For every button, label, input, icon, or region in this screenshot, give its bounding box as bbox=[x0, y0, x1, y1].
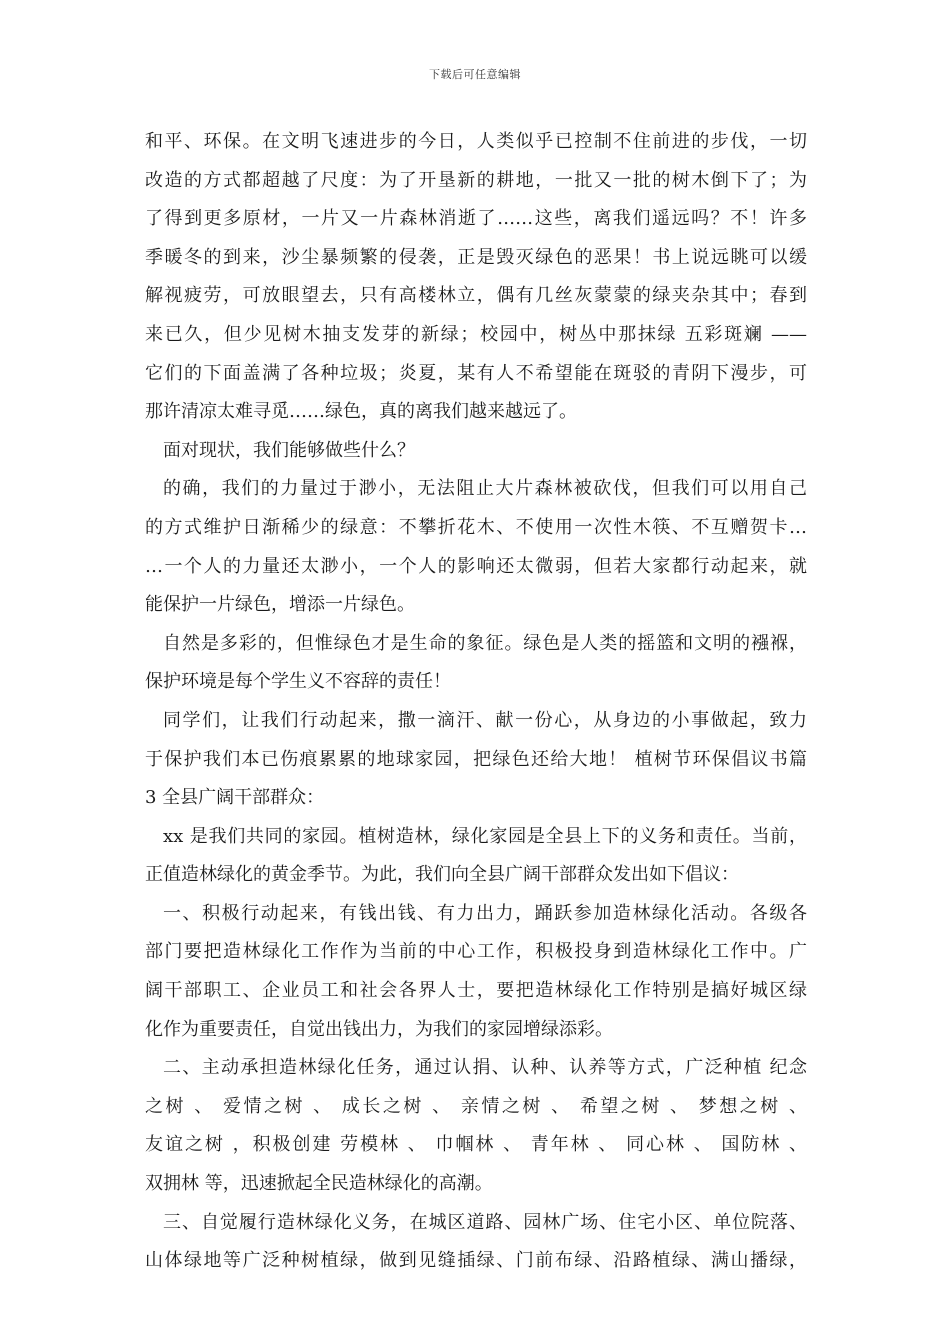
text-line: …一个人的力量还太渺小，一个人的影响还太微弱，但若大家都行动起来，就 bbox=[145, 555, 807, 577]
page-header: 下载后可任意编辑 bbox=[429, 68, 521, 81]
text-line: 保护环境是每个学生义不容辞的责任！ bbox=[145, 671, 451, 693]
text-line: 解视疲劳，可放眼望去，只有高楼林立，偶有几丝灰蒙蒙的绿夹杂其中；春到 bbox=[145, 285, 807, 307]
text-line: 山体绿地等广泛种树植绿，做到见缝插绿、门前布绿、沿路植绿、满山播绿， bbox=[145, 1250, 807, 1272]
text-line: 化作为重要责任，自觉出钱出力，为我们的家园增绿添彩。 bbox=[145, 1018, 613, 1040]
text-line: 一、积极行动起来，有钱出钱、有力出力，踊跃参加造林绿化活动。各级各 bbox=[163, 902, 807, 924]
document-body bbox=[145, 123, 807, 1281]
text-line: 和平、环保。在文明飞速进步的今日，人类似乎已控制不住前进的步伐，一切 bbox=[145, 131, 807, 152]
text-line: 来已久，但少见树木抽支发芽的新绿；校园中，树丛中那抹绿 五彩斑斓 —— bbox=[145, 323, 807, 345]
text-line: 三、自觉履行造林绿化义务，在城区道路、园林广场、住宅小区、单位院落、 bbox=[163, 1211, 807, 1233]
text-line: xx 是我们共同的家园。植树造林，绿化家园是全县上下的义务和责任。当前， bbox=[163, 825, 807, 847]
text-line: 部门要把造林绿化工作作为当前的中心工作，积极投身到造林绿化工作中。广 bbox=[145, 941, 807, 963]
text-line: 面对现状，我们能够做些什么？ bbox=[163, 439, 415, 461]
text-line: 正值造林绿化的黄金季节。为此，我们向全县广阔干部群众发出如下倡议： bbox=[145, 864, 739, 886]
text-line: 二、主动承担造林绿化任务，通过认捐、认种、认养等方式，广泛种植 纪念 bbox=[163, 1057, 807, 1079]
text-line: 阔干部职工、企业员工和社会各界人士，要把造林绿化工作特别是搞好城区绿 bbox=[145, 980, 807, 1002]
text-line: 自然是多彩的，但惟绿色才是生命的象征。绿色是人类的摇篮和文明的襁褓， bbox=[163, 632, 807, 654]
text-line: 双拥林 等，迅速掀起全民造林绿化的高潮。 bbox=[145, 1173, 493, 1195]
text-line: 友谊之树 ，积极创建 劳模林 、 巾帼林 、 青年林 、 同心林 、 国防林 、 bbox=[145, 1134, 807, 1156]
text-line: 能保护一片绿色，增添一片绿色。 bbox=[145, 594, 415, 616]
text-line: 3 全县广阔干部群众： bbox=[145, 787, 325, 809]
text-line: 同学们，让我们行动起来，撒一滴汗、献一份心，从身边的小事做起，致力 bbox=[163, 709, 807, 731]
text-line: 了得到更多原材，一片又一片森林消逝了……这些，离我们遥远吗？不！许多 bbox=[145, 208, 807, 230]
text-line: 改造的方式都超越了尺度：为了开垦新的耕地，一批又一批的树木倒下了；为 bbox=[145, 169, 807, 191]
text-line: 它们的下面盖满了各种垃圾；炎夏，某有人不希望能在斑驳的青阴下漫步，可 bbox=[145, 362, 807, 384]
text-line: 的确，我们的力量过于渺小，无法阻止大片森林被砍伐，但我们可以用自己 bbox=[163, 478, 807, 500]
text-line: 于保护我们本已伤痕累累的地球家园，把绿色还给大地！ 植树节环保倡议书篇 bbox=[145, 748, 807, 770]
text-line: 的方式维护日渐稀少的绿意：不攀折花木、不使用一次性木筷、不互赠贺卡… bbox=[145, 516, 807, 538]
text-line: 那许清凉太难寻觅……绿色，真的离我们越来越远了。 bbox=[145, 401, 577, 423]
text-line: 之树 、 爱情之树 、 成长之树 、 亲情之树 、 希望之树 、 梦想之树 、 bbox=[145, 1095, 807, 1117]
text-line: 季暖冬的到来，沙尘暴频繁的侵袭，正是毁灭绿色的恶果！书上说远眺可以缓 bbox=[145, 246, 807, 268]
